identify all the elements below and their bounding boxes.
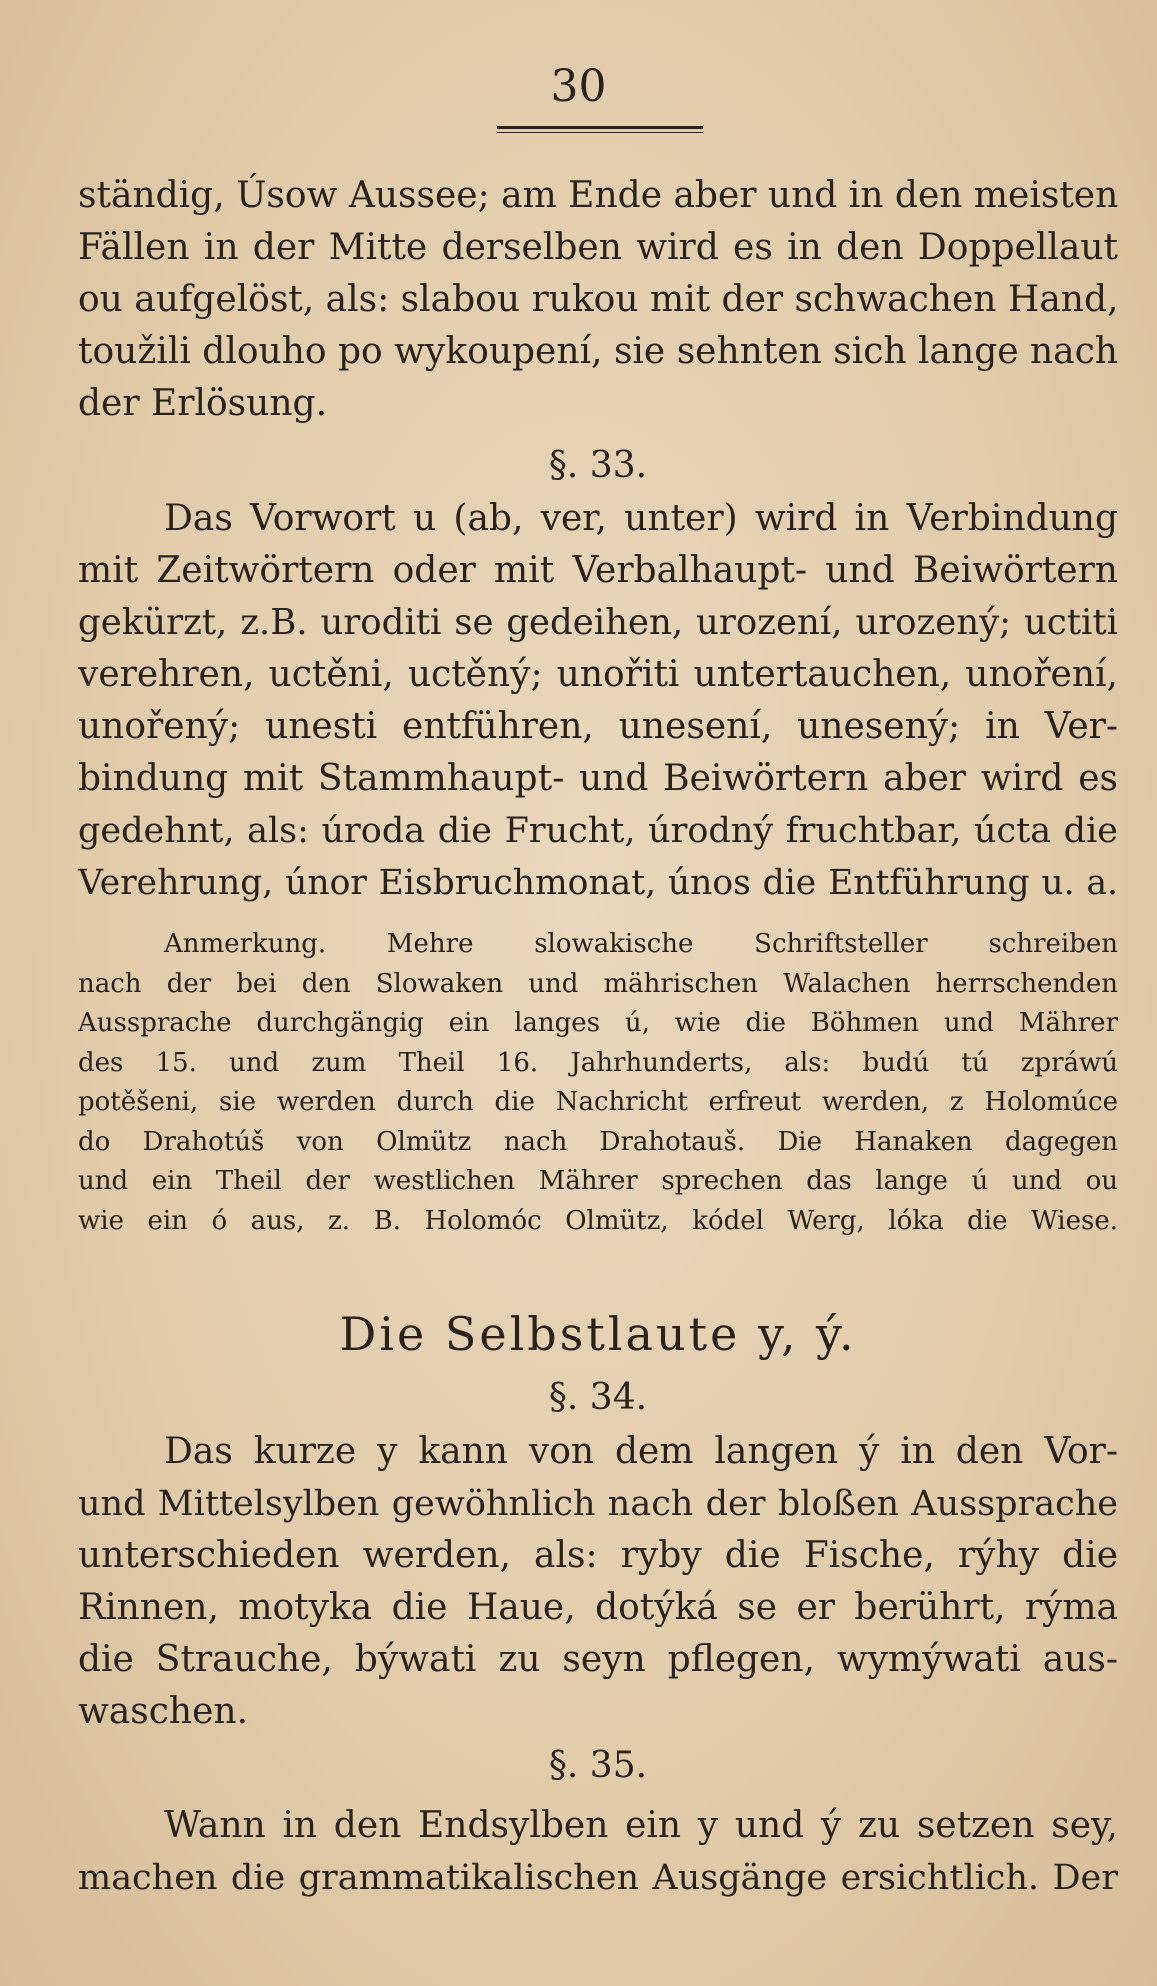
text-line: ou aufgelöst, als: slabou rukou mit der schwachen Hand,	[78, 279, 1119, 320]
text-line: gedehnt, als: úroda die Frucht, úrodný fruchtbar, úcta die	[78, 811, 1118, 851]
section-34	[78, 1372, 1118, 1424]
text-line: bindung mit Stammhaupt- und Beiwörtern aber wird es	[78, 758, 1118, 799]
section-number: §. 35.	[548, 1745, 648, 1786]
note-line: wie ein ó aus, z. B. Holomóc Olmütz, kódel Werg, lóka die Wiese.	[78, 1205, 1118, 1236]
paragraph-33	[78, 493, 1118, 909]
section-33	[78, 440, 1118, 492]
text-line: und Mittelsylben gewöhnlich nach der bloßen Aussprache	[78, 1484, 1118, 1524]
text-line: unterschieden werden, als: ryby die Fische, rýhy die	[78, 1535, 1118, 1576]
text-line: gekürzt, z.B. uroditi se gedeihen, urození, urozený; uctiti	[78, 602, 1118, 643]
text-line: der Erlösung.	[78, 383, 328, 424]
text-line: Rinnen, motyka die Haue, dotýká se er berührt, rýma	[78, 1587, 1118, 1628]
text-line: mit Zeitwörtern oder mit Verbalhaupt- und Beiwörtern	[78, 550, 1118, 591]
continuation-paragraph	[78, 170, 1118, 430]
paragraph-35	[78, 1800, 1118, 1904]
text-line: machen die grammatikalischen Ausgänge ersichtlich. Der	[78, 1858, 1118, 1898]
paragraph-34	[78, 1426, 1118, 1738]
text-line: toužili dlouho po wykoupení, sie sehnten sich lange nach	[78, 331, 1118, 372]
text-line: die Strauche, býwati zu seyn pflegen, wymýwati aus-	[78, 1639, 1118, 1680]
text-line: Das kurze y kann von dem langen ý in den Vor-	[164, 1431, 1118, 1472]
chapter-heading	[78, 1296, 1118, 1372]
note-line: Anmerkung. Mehre slowakische Schriftsteller schreiben	[164, 929, 1118, 959]
text-line: Das Vorwort u (ab, ver, unter) wird in Verbindung	[164, 498, 1118, 539]
note-line: do Drahotúš von Olmütz nach Drahotauš. Die Hanaken dagegen	[78, 1126, 1118, 1157]
text-line: Wann in den Endsylben ein y und ý zu setzen sey,	[164, 1805, 1118, 1846]
note-line: und ein Theil der westlichen Mährer sprechen das lange ú und ou	[78, 1166, 1118, 1196]
text-line: verehren, uctěni, uctěný; unořiti untertauchen, unoření,	[78, 654, 1118, 695]
header-double-rule	[497, 126, 703, 133]
note-line: potěšeni, sie werden durch die Nachricht erfreut werden, z Holomúce	[78, 1087, 1118, 1117]
note-line: des 15. und zum Theil 16. Jahrhunderts, als: budú tú zpráwú	[78, 1047, 1118, 1078]
note-line: nach der bei den Slowaken und mährischen Walachen herrschenden	[78, 968, 1118, 999]
text-line: unořený; unesti entführen, unesení, unesený; in Ver-	[78, 706, 1118, 747]
text-line: ständig, Úsow Aussee; am Ende aber und in den meisten	[78, 175, 1119, 216]
section-number: §. 34.	[548, 1377, 648, 1418]
section-35	[78, 1740, 1118, 1792]
text-line: Fällen in der Mitte derselben wird es in den Doppellaut	[78, 227, 1118, 268]
text-line: waschen.	[78, 1691, 249, 1732]
text-line: Verehrung, únor Eisbruchmonat, únos die Entführung u. a.	[78, 863, 1118, 903]
section-number: §. 33.	[548, 445, 648, 486]
note-line: Aussprache durchgängig ein langes ú, wie die Böhmen und Mährer	[78, 1008, 1118, 1038]
heading-title: Die Selbstlaute y, ý.	[339, 1307, 857, 1361]
note-anmerkung	[78, 925, 1118, 1241]
page-number: 30	[550, 61, 607, 112]
